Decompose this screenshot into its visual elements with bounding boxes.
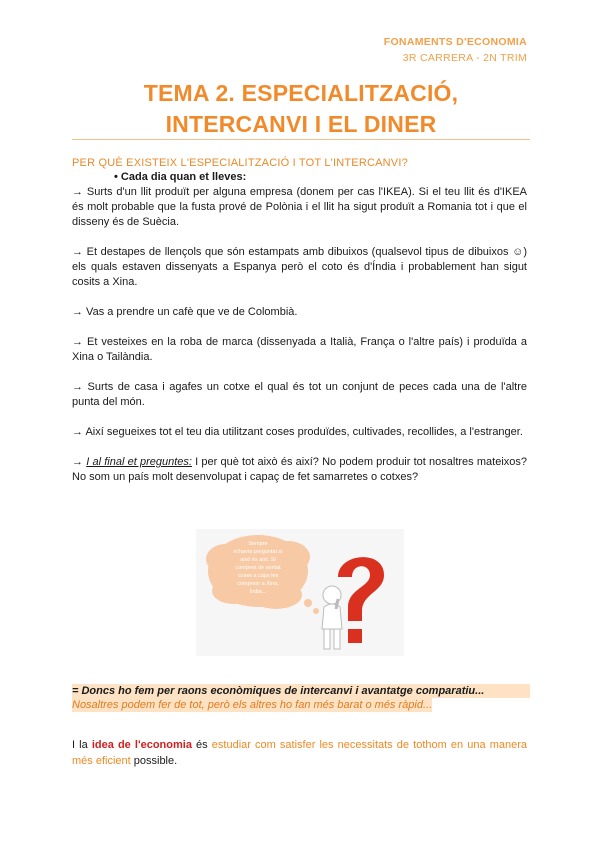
page-title — [70, 78, 532, 140]
bubble-text-line: coses a caps les — [237, 573, 279, 579]
bubble-text-line: Índia... — [249, 589, 267, 595]
section-heading: PER QUÈ EXISTEIX L'ESPECIALITZACIÓ I TOT L'INTERCANVI? — [72, 157, 408, 169]
body-content — [72, 170, 527, 485]
paragraph-clothes: → Et vesteixes en la roba de marca (dissenyada a Italià, França o l'altre país) i produïda a Xina o Tailàndia. — [72, 336, 527, 363]
closing-text: possible. — [130, 755, 178, 767]
summary-line-2: Nosaltres podem fer de tot, però els altres ho fan més barat o més ràpid... — [72, 699, 433, 711]
paragraph-sheets: → Et destapes de llençols que són estampats amb dibuixos (qualsevol tipus de dibuixos ☺) els quals estaven dissenyats a Espanya però el coto és d'Índia i probablement han sigut cosits a Xina. — [72, 246, 527, 288]
thinking-figure-illustration — [196, 529, 404, 656]
paragraph-final-question — [72, 455, 527, 485]
efficient-highlight: més eficient — [72, 755, 131, 767]
title-divider — [72, 139, 530, 140]
study-highlight: estudiar com satisfer les necessitats de tothom en una manera — [211, 739, 527, 751]
final-question-rest: I per què tot això és així? No podem produir tot nosaltres mateixos? No som un país molt desenvolupat i capaç de fet samarretes o cotxes? — [72, 456, 528, 483]
bubble-text-line: comprem a Xina, — [237, 581, 279, 587]
arrow-glyph: → — [72, 456, 87, 468]
document-header — [384, 36, 527, 64]
closing-text: és — [191, 739, 212, 751]
course-name: FONAMENTS D'ECONOMIA — [383, 36, 527, 48]
paragraph-car: → Surts de casa i agafes un cotxe el qual és tot un conjunt de peces cada una de l'altre punta del món. — [72, 381, 527, 408]
bullet-heading: • Cada dia quan et lleves: — [114, 171, 247, 183]
summary-line-1: = Doncs ho fem per raons econòmiques de intercanvi i avantatge comparatiu... — [72, 684, 530, 698]
closing-paragraph — [72, 737, 527, 769]
idea-of-economics-highlight: idea de l'economia — [91, 739, 192, 751]
title-line-2: INTERCANVI I EL DINER — [165, 111, 437, 137]
course-term: 3R CARRERA - 2N TRIM — [402, 52, 527, 64]
closing-text: I la — [72, 739, 92, 751]
final-question-lead: I al final et preguntes: — [86, 456, 192, 468]
paragraph-coffee: → Vas a prendre un cafè que ve de Colombià. — [72, 306, 298, 318]
paragraph-whole-day: → Així segueixes tot el teu dia utilitzant coses produïdes, cultivades, recollides, a l'estranger. — [72, 426, 523, 438]
bubble-text-line: això és així. Si — [240, 557, 276, 563]
bubble-text — [233, 541, 282, 595]
bubble-text-line: Sempre — [248, 541, 268, 547]
bubble-text-line: m'havia preguntat si — [233, 549, 283, 555]
title-line-1: TEMA 2. ESPECIALITZACIÓ, — [143, 80, 459, 106]
bubble-text-line: compres de veritat — [235, 565, 281, 571]
paragraph-bed: → Surts d'un llit produït per alguna empresa (donem per cas l'IKEA). Si el teu llit és d'IKEA és molt probable que la fusta prové de Polònia i el llit ha sigut produït a Romania tot i que el disseny és de Suècia. — [72, 186, 527, 228]
summary-block — [72, 684, 530, 712]
